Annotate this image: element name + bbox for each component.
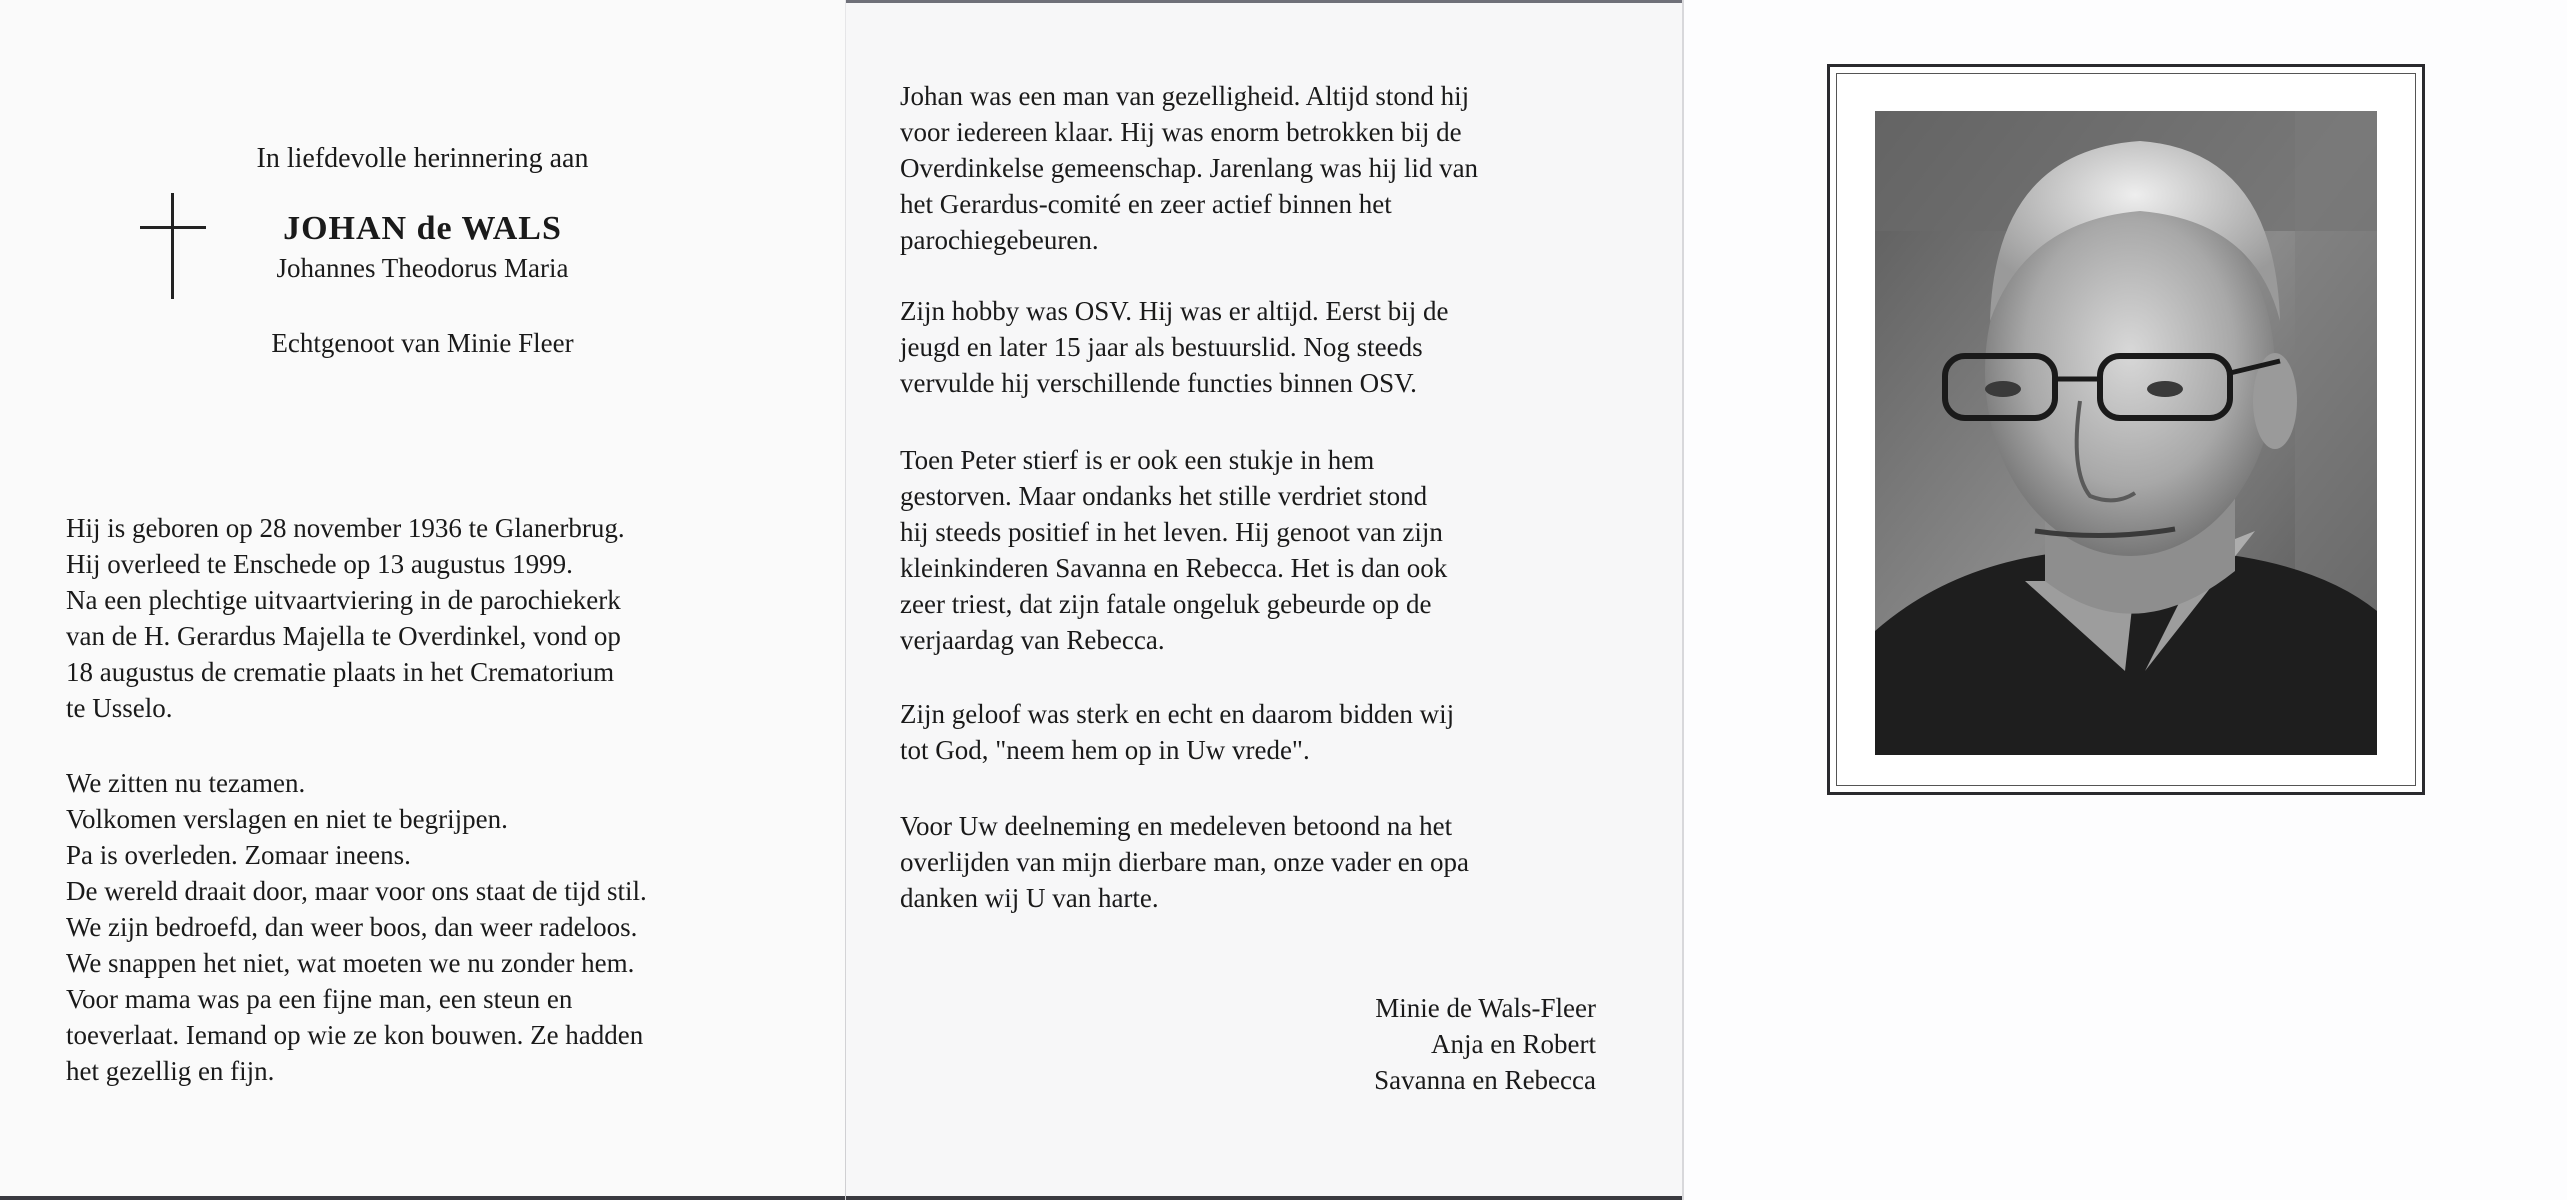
text-line: vervulde hij verschillende functies binnen OSV.: [900, 368, 1417, 398]
portrait-photo: [1875, 111, 2377, 755]
text-line: zeer triest, dat zijn fatale ongeluk gebeurde op de: [900, 589, 1432, 619]
biography-line: te Usselo.: [66, 693, 173, 723]
biography-line: Na een plechtige uitvaartviering in de parochiekerk: [66, 585, 621, 615]
bottom-edge-line: [0, 1196, 1683, 1200]
poem-line: toeverlaat. Iemand op wie ze kon bouwen. Ze hadden: [66, 1020, 644, 1050]
signature-line: Minie de Wals-Fleer: [1375, 993, 1596, 1023]
deceased-full-name: Johannes Theodorus Maria: [276, 253, 569, 283]
text-line: danken wij U van harte.: [900, 883, 1159, 913]
fold-line-left: [845, 0, 846, 1200]
poem-line: het gezellig en fijn.: [66, 1056, 275, 1086]
text-line: het Gerardus-comité en zeer actief binnen het: [900, 189, 1392, 219]
portrait-illustration: [1875, 111, 2377, 755]
biography-line: Hij is geboren op 28 november 1936 te Glanerbrug.: [66, 513, 625, 543]
middle-paragraph-3: [900, 442, 1640, 658]
middle-paragraph-2: [900, 293, 1640, 401]
biography-line: van de H. Gerardus Majella te Overdinkel, vond op: [66, 621, 621, 651]
text-line: kleinkinderen Savanna en Rebecca. Het is dan ook: [900, 553, 1448, 583]
top-edge-line: [845, 0, 1683, 3]
portrait-frame: [1827, 64, 2425, 795]
text-line: Zijn hobby was OSV. Hij was er altijd. Eerst bij de: [900, 296, 1449, 326]
text-line: overlijden van mijn dierbare man, onze vader en opa: [900, 847, 1470, 877]
text-line: Johan was een man van gezelligheid. Altijd stond hij: [900, 81, 1470, 111]
text-line: jeugd en later 15 jaar als bestuurslid. Nog steeds: [900, 332, 1423, 362]
deceased-name: JOHAN de WALS: [283, 210, 562, 247]
middle-paragraph-5: [900, 808, 1640, 916]
text-line: gestorven. Maar ondanks het stille verdriet stond: [900, 481, 1428, 511]
text-line: verjaardag van Rebecca.: [900, 625, 1165, 655]
text-line: Zijn geloof was sterk en echt en daarom bidden wij: [900, 699, 1455, 729]
middle-paragraph-1: [900, 78, 1640, 258]
signature-line: Anja en Robert: [1431, 1029, 1596, 1059]
signatures: [1200, 990, 1596, 1098]
poem-line: Volkomen verslagen en niet te begrijpen.: [66, 804, 508, 834]
poem-line: We zijn bedroefd, dan weer boos, dan weer radeloos.: [66, 912, 638, 942]
text-line: Overdinkelse gemeenschap. Jarenlang was hij lid van: [900, 153, 1479, 183]
text-line: hij steeds positief in het leven. Hij genoot van zijn: [900, 517, 1443, 547]
text-line: Toen Peter stierf is er ook een stukje in hem: [900, 445, 1375, 475]
biography-line: Hij overleed te Enschede op 13 augustus 1999.: [66, 549, 573, 579]
text-line: parochiegebeuren.: [900, 225, 1099, 255]
intro-text: In liefdevolle herinnering aan: [256, 143, 589, 174]
poem-line: We zitten nu tezamen.: [66, 768, 306, 798]
poem-line: De wereld draait door, maar voor ons staat de tijd stil.: [66, 876, 647, 906]
fold-line-right: [1682, 0, 1684, 1200]
text-line: Voor Uw deelneming en medeleven betoond na het: [900, 811, 1453, 841]
poem-line: Pa is overleden. Zomaar ineens.: [66, 840, 411, 870]
text-line: tot God, "neem hem op in Uw vrede".: [900, 735, 1310, 765]
poem-line: Voor mama was pa een fijne man, een steun en: [66, 984, 573, 1014]
text-line: voor iedereen klaar. Hij was enorm betrokken bij de: [900, 117, 1462, 147]
biography-line: 18 augustus de crematie plaats in het Crematorium: [66, 657, 615, 687]
signature-line: Savanna en Rebecca: [1374, 1065, 1596, 1095]
biography-paragraph: [66, 510, 806, 726]
poem-paragraph: [66, 765, 806, 1089]
spouse-line: Echtgenoot van Minie Fleer: [271, 328, 574, 358]
middle-paragraph-4: [900, 696, 1640, 768]
poem-line: We snappen het niet, wat moeten we nu zonder hem.: [66, 948, 635, 978]
